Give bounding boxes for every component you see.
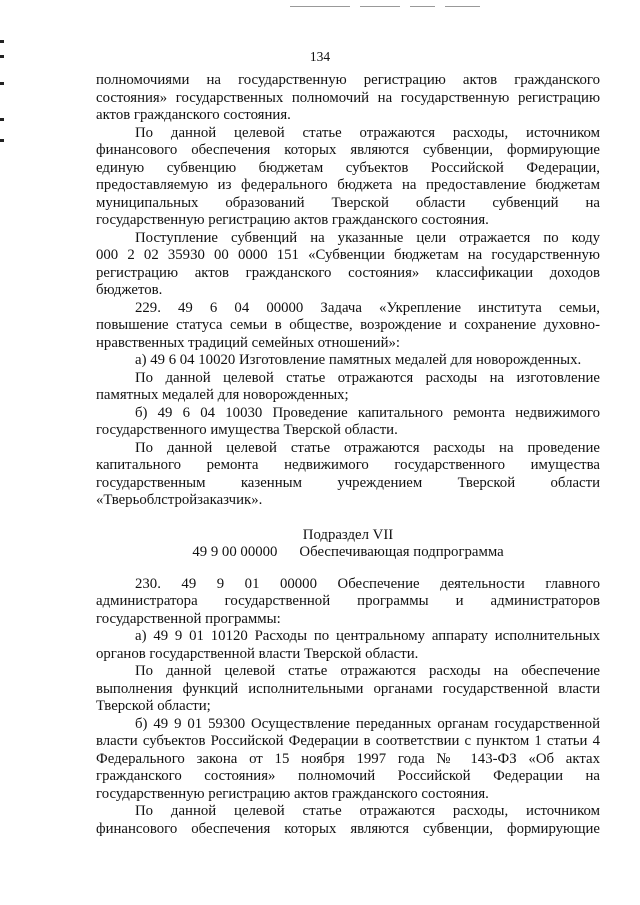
paragraph <box>96 576 600 629</box>
text-line: государственную регистрацию актов гражданского состояния. <box>96 212 489 228</box>
paragraph <box>96 440 600 510</box>
text-line: бюджетов. <box>96 282 163 298</box>
text-line: По данной целевой статье отражаются расходы, источником <box>135 124 600 141</box>
text-line: государственным казенным учреждением Тверской области <box>96 474 600 491</box>
page-number: 134 <box>309 49 331 64</box>
paragraph <box>96 230 600 300</box>
subsection-heading <box>96 544 600 562</box>
text-line: полномочиями на государственную регистрацию актов гражданского <box>96 72 600 88</box>
text-line: гражданского состояния» полномочий Российской Федерации на <box>96 768 600 784</box>
paragraph <box>96 370 600 405</box>
text-line: Федерального закона от 15 ноября 1997 года № 143-ФЗ «Об актах <box>96 750 600 767</box>
text-line: администратора государственной программы и администраторов <box>96 593 600 609</box>
text-line: власти субъектов Российской Федерации в соответствии с пунктом 1 статьи 4 <box>96 733 600 749</box>
text-line: По данной целевой статье отражаются расходы на проведение <box>135 439 600 456</box>
paragraph <box>96 803 600 838</box>
text-line: государственной программы: <box>96 610 281 627</box>
scan-edge-line <box>290 6 350 7</box>
text-line: памятных медалей для новорожденных; <box>96 387 349 403</box>
spacer <box>96 562 600 576</box>
subsection-title: Подраздел VII <box>302 526 394 543</box>
paragraph <box>96 125 600 230</box>
paragraph <box>96 352 600 370</box>
text-line: а) 49 9 01 10120 Расходы по центральному аппарату исполнительных <box>135 628 600 644</box>
text-line: предоставляемую из федерального бюджета на предоставление бюджетам <box>96 177 600 193</box>
text-line: б) 49 9 01 59300 Осуществление переданных органам государственной <box>135 715 600 732</box>
paragraph <box>96 405 600 440</box>
text-line: капитального ремонта недвижимого государственного имущества <box>96 457 600 473</box>
text-line: Поступление субвенций на указанные цели отражается по коду <box>135 229 600 246</box>
text-line: повышение статуса семьи в обществе, возрождение и сохранение духовно- <box>96 317 600 333</box>
scan-edge-line <box>360 6 400 7</box>
text-line: государственного имущества Тверской области. <box>96 422 398 438</box>
text-line: 230. 49 9 01 00000 Обеспечение деятельности главного <box>135 575 600 592</box>
paragraph <box>96 663 600 716</box>
subsection-code: 49 9 00 00000 <box>192 544 278 560</box>
text-line: выполнения функций исполнительными органами государственной власти <box>96 680 600 697</box>
text-line: «Тверьоблстройзаказчик». <box>96 492 263 508</box>
text-line: а) 49 6 04 10020 Изготовление памятных медалей для новорожденных. <box>135 352 582 368</box>
paragraph <box>96 716 600 804</box>
paragraph <box>96 72 600 125</box>
text-line: Тверской области; <box>96 698 211 714</box>
text-line: финансового обеспечения которых являются субвенции, формирующие <box>96 142 600 158</box>
text-line: 229. 49 6 04 00000 Задача «Укрепление института семьи, <box>135 299 600 316</box>
text-line: б) 49 6 04 10030 Проведение капитального ремонта недвижимого <box>135 404 600 421</box>
paragraph <box>96 628 600 663</box>
text-line: По данной целевой статье отражаются расходы на обеспечение <box>135 663 600 679</box>
subsection-name: Обеспечивающая подпрограмма <box>299 544 504 560</box>
margin-mark <box>0 82 4 85</box>
text-line: органов государственной власти Тверской области. <box>96 645 419 662</box>
text-line: По данной целевой статье отражаются расходы на изготовление <box>135 369 600 386</box>
text-line: 000 2 02 35930 00 0000 151 «Субвенции бюджетам на государственную <box>96 247 600 263</box>
text-line: финансового обеспечения которых являются субвенции, формирующие <box>96 820 600 837</box>
text-line: муниципальных образований Тверской области субвенций на <box>96 194 600 211</box>
text-line: состояния» государственных полномочий на государственную регистрацию <box>96 89 600 106</box>
document-body <box>96 72 600 838</box>
scan-edge-line <box>410 6 435 7</box>
margin-mark <box>0 40 4 43</box>
text-line: актов гражданского состояния. <box>96 107 291 123</box>
margin-mark <box>0 139 4 142</box>
text-line: единую субвенцию бюджетам субъектов Российской Федерации, <box>96 159 600 176</box>
text-line: По данной целевой статье отражаются расходы, источником <box>135 803 600 819</box>
margin-mark <box>0 118 4 121</box>
spacer <box>96 510 600 527</box>
text-line: нравственных традиций семейных отношений»: <box>96 334 401 351</box>
scan-edge-line <box>445 6 480 7</box>
paragraph <box>96 300 600 353</box>
text-line: регистрацию актов гражданского состояния» классификации доходов <box>96 264 600 281</box>
text-line: государственную регистрацию актов гражданского состояния. <box>96 785 489 802</box>
